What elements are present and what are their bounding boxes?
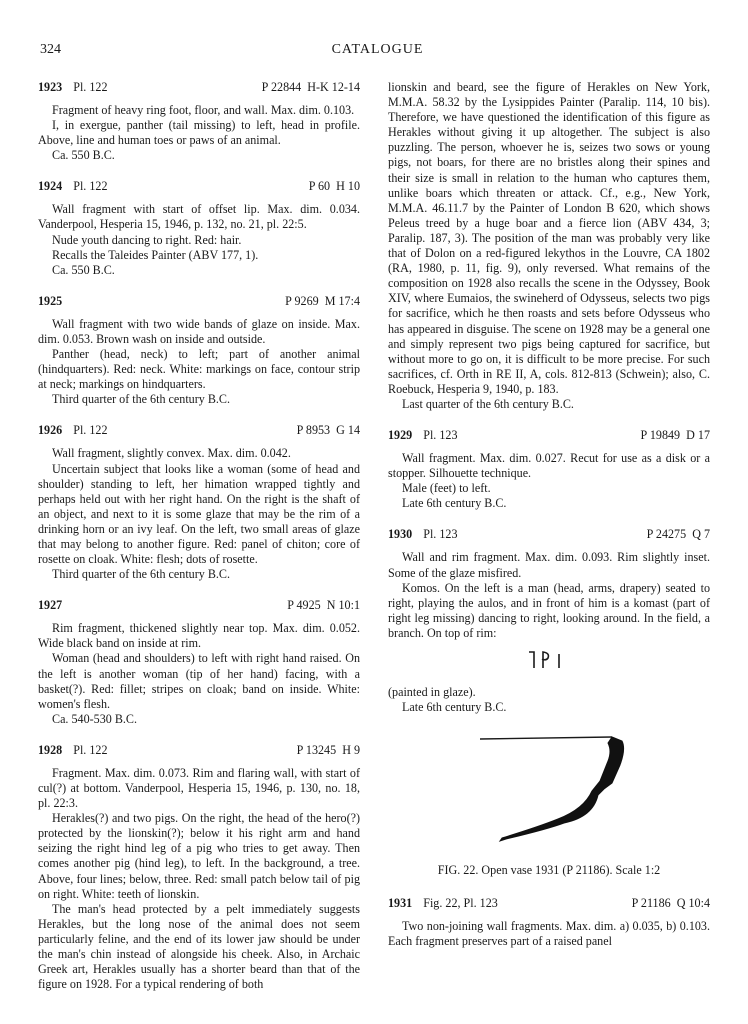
entry-inventory: P 4925 N 10:1 (287, 598, 360, 613)
entry-heading (38, 179, 360, 194)
entry-number: 1931 (388, 896, 413, 911)
entry-paragraph: I, in exergue, panther (tail missing) to left, head in profile. Above, line and human toes or paws of an animal. (38, 118, 360, 148)
entry-paragraph: lionskin and beard, see the figure of Herakles on New York, M.M.A. 58.32 by the Lysippides Painter (Paralip. 114, 10 bis). Therefore, we have questioned the identification of this figure as Herakles without giving it up altogether. The subject is also puzzling. The person, whoever he is, seizes two sows or young pigs, not boars, for there are no bristles along their spines and their size is small in relation to the human who captures them, unlike boars which threaten or attack. Cf., e.g., New York, M.M.A. 46.11.7 by the Painter of London B 620, which shows Peleus treed by a huge boar and a fierce lion (ABV 434, 3; Paralip. 187, 3). The position of the man was probably very like that of Dolon on a red-figured lekythos in the Louvre, CA 1802 (RA, 1980, p. 11, fig. 9), only reversed. What remains of the composition on 1928 also recalls the scene in the Odyssey, Book XIV, where Eumaios, the swineherd of Odysseus, selects two pigs for sacrifice, which he then roasts and sets before Odysseus who has appeared in disguise. The scene on 1928 may be a general one and simply represent two pigs being captured for sacrifice, but without more to go on, it is difficult to be more precise. For such sacrifices, cf. Orth in RE II, A, cols. 812-813 (Schwein); also, C. Roebuck, Hesperia 9, 1940, p. 183. (388, 80, 710, 396)
entry-heading (38, 294, 360, 309)
entry-inventory: P 24275 Q 7 (646, 527, 710, 542)
entry-paragraph: Wall fragment. Max. dim. 0.027. Recut for use as a disk or a stopper. Silhouette technique. (388, 451, 710, 481)
entry-date: Ca. 550 B.C. (52, 148, 115, 163)
entry-1928-continuation (388, 80, 710, 412)
entry-date: Last quarter of the 6th century B.C. (402, 396, 574, 411)
catalogue-entry-1924 (38, 179, 360, 277)
entry-inventory: P 8953 G 14 (296, 423, 360, 438)
entry-paragraph: Woman (head and shoulders) to left with right hand raised. On the left is another woman (tip of her hand) facing, with a basket(?). Red: fillet; stripes on cloak; band on inside. White: women's flesh. (38, 651, 360, 711)
entry-number: 1929 (388, 428, 413, 443)
entry-date: Late 6th century B.C. (402, 496, 507, 511)
entry-number: 1925 (38, 293, 63, 308)
entry-number: 1923 (38, 80, 63, 94)
entry-inventory: P 21186 Q 10:4 (631, 896, 710, 911)
entry-paragraph: Wall fragment with two wide bands of glaze on inside. Max. dim. 0.053. Brown wash on inside and outside. (38, 316, 360, 346)
catalogue-entry-1925 (38, 294, 360, 408)
entry-paragraph: Wall fragment, slightly convex. Max. dim. 0.042. (52, 446, 291, 461)
entry-inventory: P 9269 M 17:4 (285, 293, 360, 308)
rim-inscription-glyphs (388, 641, 710, 685)
entry-paragraph: Nude youth dancing to right. Red: hair. (52, 232, 242, 247)
entry-plate: Pl. 122 (73, 423, 108, 438)
entry-paragraph: Uncertain subject that looks like a woman (some of head and shoulder) standing to left, her himation wrapped tightly and perhaps held out with her right hand. On the right is the shaft of an object, and next to it is some glaze that may be the rim of a drinking horn or an ivy leaf. On the left, two small areas of glaze that may belong to another figure. Red: panel of chiton; core of rosette on cloak. White: flesh; dots of rosette. (38, 461, 360, 567)
entry-plate: Pl. 122 (73, 80, 108, 94)
entry-inventory: P 19849 D 17 (640, 428, 710, 443)
entry-paragraph: Wall fragment with start of offset lip. Max. dim. 0.034. Vanderpool, Hesperia 15, 1946, p. 132, no. 21, pl. 22:5. (38, 202, 360, 232)
entry-heading (38, 80, 360, 95)
entry-number: 1928 (38, 742, 63, 757)
entry-paragraph: Two non-joining wall fragments. Max. dim. a) 0.035, b) 0.103. Each fragment preserves part of a raised panel (388, 919, 710, 949)
entry-number: 1926 (38, 423, 63, 438)
entry-heading (38, 423, 360, 438)
entry-date: Third quarter of the 6th century B.C. (52, 392, 230, 407)
entry-inventory: P 60 H 10 (308, 179, 360, 194)
entry-heading (38, 598, 360, 613)
entry-paragraph: Wall and rim fragment. Max. dim. 0.093. Rim slightly inset. Some of the glaze misfired. (388, 550, 710, 580)
entry-paragraph: Fragment. Max. dim. 0.073. Rim and flaring wall, with start of cul(?) at bottom. Vanderpool, Hesperia 15, 1946, p. 130, no. 18, pl. 22:3. (38, 765, 360, 811)
inscription-drawing (526, 649, 566, 671)
entry-heading (388, 896, 710, 911)
running-title: CATALOGUE (331, 42, 424, 57)
entry-paragraph: Recalls the Taleides Painter (ABV 177, 1). (52, 247, 259, 262)
entry-heading (38, 743, 360, 758)
entry-inventory: P 13245 H 9 (296, 742, 360, 757)
page-number: 324 (40, 42, 61, 57)
entry-paragraph: Male (feet) to left. (402, 481, 491, 496)
entry-date: Third quarter of the 6th century B.C. (52, 567, 230, 582)
entry-plate: Pl. 123 (423, 527, 458, 542)
catalogue-entry-1923 (38, 80, 360, 163)
entry-plate: Pl. 123 (423, 428, 458, 443)
catalogue-entry-1926 (38, 423, 360, 582)
entry-date: Ca. 540-530 B.C. (52, 711, 137, 726)
catalogue-entry-1929 (388, 428, 710, 511)
entry-number: 1927 (38, 598, 63, 613)
entry-paragraph: Herakles(?) and two pigs. On the right, the head of the hero(?) protected by the lionskin(?); below it his right arm and hand seizing the right hind leg of a pig who tries to get away. Then comes another pig (hind leg), to left. In the background, a tree. Above, four lines; below, three. Red: small patch below tail of pig on right. White: teeth of lionskin. (38, 811, 360, 901)
running-header (40, 42, 715, 62)
entry-heading (388, 527, 710, 542)
entry-plate: Pl. 122 (73, 742, 108, 757)
entry-paragraph: Panther (head, neck) to left; part of another animal (hindquarters). Red: neck. White: markings on face, contour strip at neck; markings on hindquarters. (38, 347, 360, 392)
entry-paragraph: (painted in glaze). (388, 685, 476, 699)
entry-number: 1930 (388, 527, 413, 542)
right-column (388, 80, 710, 965)
entry-plate: Fig. 22, Pl. 123 (423, 896, 498, 911)
entry-paragraph: Rim fragment, thickened slightly near top. Max. dim. 0.052. Wide black band on inside at rim. (38, 621, 360, 651)
left-column (38, 80, 360, 1008)
vase-profile-drawing (388, 731, 710, 849)
entry-date: Late 6th century B.C. (402, 700, 507, 715)
catalogue-entry-1928 (38, 743, 360, 992)
entry-inventory: P 22844 H-K 12-14 (261, 80, 360, 94)
entry-paragraph: Fragment of heavy ring foot, floor, and wall. Max. dim. 0.103. (52, 103, 355, 117)
figure-caption: FIG. 22. Open vase 1931 (P 21186). Scale 1:2 (437, 863, 661, 878)
entry-plate: Pl. 122 (73, 179, 108, 194)
catalogue-entry-1931 (388, 896, 710, 949)
catalogue-entry-1930 (388, 527, 710, 715)
entry-date: Ca. 550 B.C. (52, 262, 115, 277)
entry-number: 1924 (38, 179, 63, 194)
entry-heading (388, 428, 710, 443)
catalogue-entry-1927 (38, 598, 360, 727)
entry-paragraph: Komos. On the left is a man (head, arms, drapery) seated to right, playing the aulos, and in front of him is a komast (part of right leg missing) dancing to right, looking around. In the field, a branch. On top of rim: (388, 580, 710, 640)
figure-22-profile-drawing (388, 731, 710, 849)
entry-paragraph: The man's head protected by a pelt immediately suggests Herakles, but the long nose of the animal does not seem particularly feline, and the end of its lower jaw should be under the man's chin instead of alongside his cheek. Also, in Archaic Greek art, Herakles usually has a shorter beard than that of the figure on 1928. For a typical rendering of both (38, 901, 360, 992)
